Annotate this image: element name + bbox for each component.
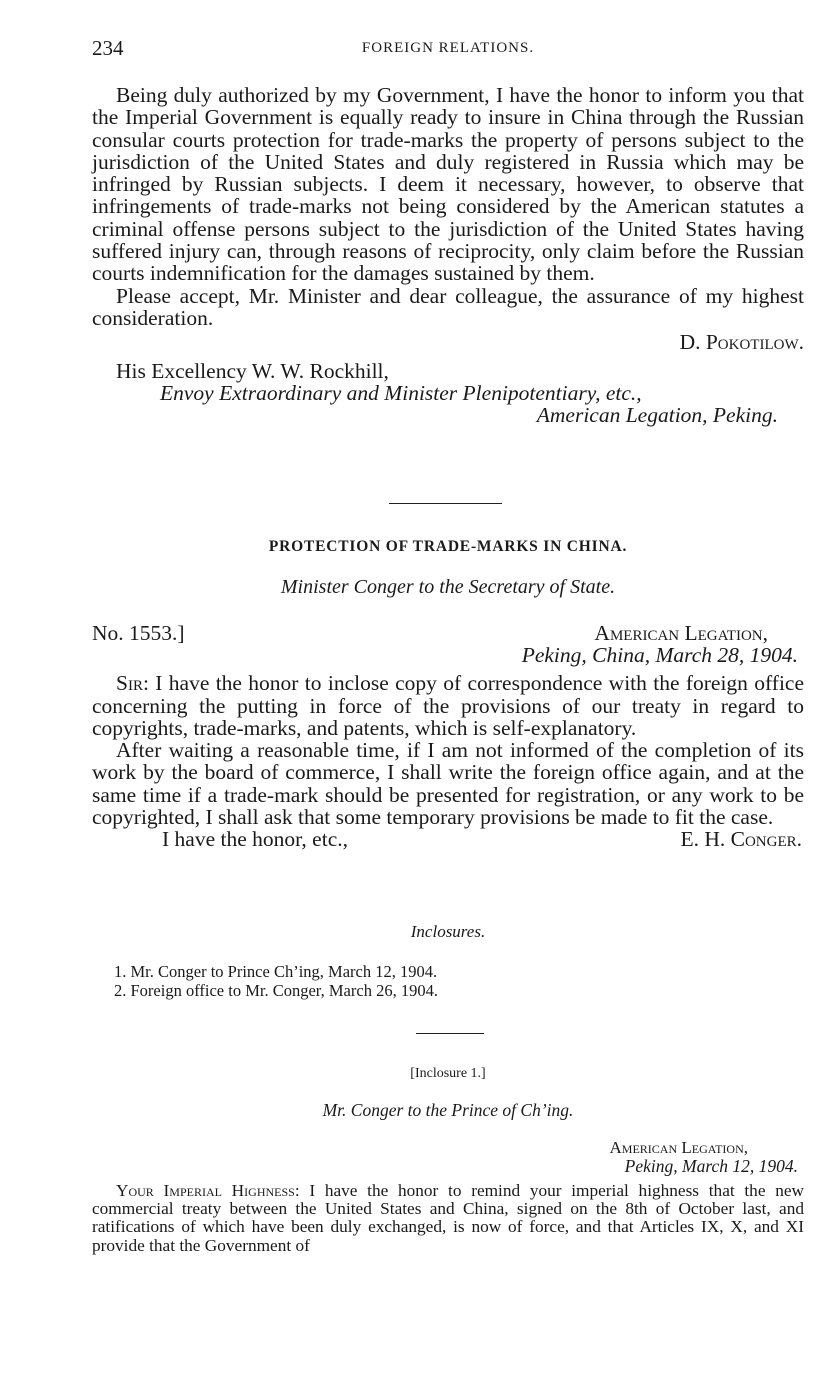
- letter2-legation: American Legation,: [594, 621, 768, 645]
- letter1-addressee-name: His Excellency W. W. Rockhill,: [116, 358, 389, 383]
- inclosures-heading: Inclosures.: [410, 922, 486, 941]
- inclosure-label: [Inclosure 1.]: [410, 1066, 486, 1081]
- section-subtitle: Minister Conger to the Secretary of State.: [280, 576, 616, 598]
- letter1-paragraph-1: Being duly authorized by my Government, I have the honor to inform you that the Imperial Government is equally ready to insure in China through the Russian consular courts protection for trade-marks the property of persons subject to the jurisdiction of the United States and duly registered in Russia which may be infringed by Russian subjects. I deem it necessary, however, to observe that infringements of trade-marks not being considered by the American statutes a criminal offense persons subject to the jurisdiction of the United States having suffered injury can, through reasons of reciprocity, only claim before the Russian courts indemnification for the damages sustained by them.: [92, 83, 804, 286]
- letter1-addressee-title: Envoy Extraordinary and Minister Plenipotentiary, etc.,: [160, 380, 642, 405]
- letter1-addressee-place: American Legation, Peking.: [536, 403, 778, 428]
- inclosure-salutation: Your Imperial Highness:: [116, 1181, 300, 1200]
- running-head: FOREIGN RELATIONS.: [361, 40, 535, 56]
- letter2-paragraph-2: After waiting a reasonable time, if I am not informed of the completion of its work by the board of commerce, I shall write the foreign office again, and at the same time if a trade-mark should be presented for registration, or any work to be copyrighted, I shall ask that some temporary provisions be made to fit the case.: [92, 738, 804, 830]
- inclosure-place-date: Peking, March 12, 1904.: [624, 1156, 798, 1176]
- letter2-paragraph-1: [92, 672, 804, 739]
- letter1-signature: D. Pokotilow.: [679, 330, 804, 355]
- letter2-closing-row: [92, 828, 804, 852]
- inclosure-paragraph-1-text: I have the honor to remind your imperial highness that the new commercial treaty between the United States and China, signed on the 8th of October last, and ratifications of which have been duly exchanged, is now of force, and that Articles IX, X, and XI provide that the Government of: [92, 1181, 804, 1255]
- page-number: 234: [92, 36, 124, 60]
- inclosure-item-1: 1. Mr. Conger to Prince Ch’ing, March 12, 1904.: [114, 962, 438, 981]
- letter-conger: [92, 622, 804, 852]
- letter2-closing: I have the honor, etc.,: [162, 827, 348, 852]
- letter2-heading-row: [92, 622, 804, 644]
- inclosure-title: Mr. Conger to the Prince of Ch’ing.: [322, 1100, 574, 1120]
- letter2-paragraph-1-text: I have the honor to inclose copy of correspondence with the foreign office concerning the putting in force of the provisions of our treaty in regard to copyrights, trade-marks, and patents, which is self-explanatory.: [92, 671, 805, 740]
- page-header: [92, 36, 804, 66]
- letter1-paragraph-2: Please accept, Mr. Minister and dear colleague, the assurance of my highest consideration.: [92, 283, 804, 330]
- inclosure-letter: [92, 1138, 804, 1255]
- letter2-place-date: Peking, China, March 28, 1904.: [521, 643, 798, 667]
- inclosures-list: [114, 962, 804, 1000]
- section-divider-rule: [389, 503, 502, 504]
- inclosure-legation: American Legation,: [609, 1138, 748, 1157]
- letter2-signature: E. H. Conger.: [680, 827, 802, 852]
- section-title: PROTECTION OF TRADE-MARKS IN CHINA.: [268, 538, 628, 555]
- inclosure-item-2: 2. Foreign office to Mr. Conger, March 26, 1904.: [114, 981, 438, 1000]
- letter-pokotilow: [92, 84, 804, 426]
- inclosure-divider-rule: [416, 1033, 484, 1034]
- letter2-salutation: Sir:: [116, 671, 149, 696]
- despatch-number: No. 1553.]: [92, 621, 185, 645]
- inclosure-paragraph-1: [92, 1182, 804, 1255]
